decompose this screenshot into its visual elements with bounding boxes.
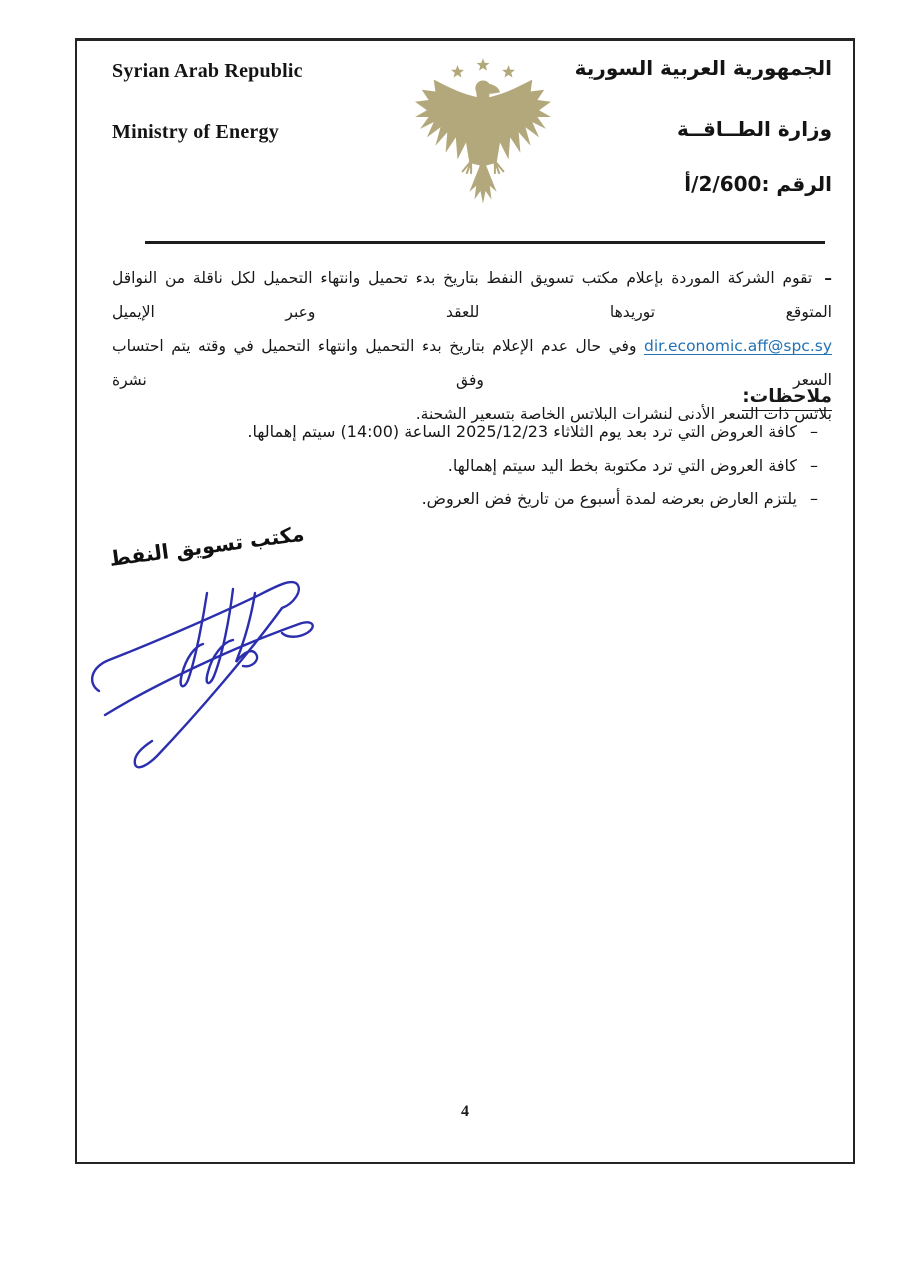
note-dash-icon: –	[810, 422, 818, 441]
notes-heading: ملاحظات:	[742, 386, 832, 411]
note-dash-icon: –	[810, 455, 818, 475]
header-country-en: Syrian Arab Republic	[112, 60, 303, 82]
note-item-2-text: كافة العروض التي ترد مكتوبة بخط اليد سيتم إهمالها.	[447, 455, 797, 475]
signature-block	[85, 521, 345, 783]
note-item-3-text: يلتزم العارض بعرضه لمدة أسبوع من تاريخ فض العروض.	[421, 489, 797, 508]
paragraph-line-1-text: تقوم الشركة الموردة بإعلام مكتب تسويق النفط بتاريخ بدء تحميل وانتهاء التحميل لكل ناقلة من النواقل المتوقع توريدها للعقد وعبر الإيميل	[112, 269, 832, 321]
signature-office-label: مكتب تسويق النفط	[107, 521, 306, 571]
note-dash-icon: –	[810, 489, 818, 508]
paragraph-line-3: بلاتس ذات السعر الأدنى لنشرات البلاتس الخاصة بتسعير الشحنة.	[415, 405, 832, 423]
header-country-ar: الجمهورية العربية السورية	[574, 56, 832, 80]
header-divider-line	[145, 241, 825, 244]
handwritten-signature-icon	[85, 563, 345, 783]
syrian-eagle-emblem-icon	[398, 56, 568, 212]
note-item-1	[102, 415, 832, 449]
email-link[interactable]: dir.economic.aff@spc.sy	[643, 337, 832, 355]
header-ministry-ar: وزارة الطــاقــة	[676, 117, 832, 141]
note-item-1-text: كافة العروض التي ترد بعد يوم الثلاثاء 2025/12/23 الساعة (14:00) سيتم إهمالها.	[247, 422, 797, 441]
paragraph-line-1	[112, 261, 832, 329]
notes-section	[102, 386, 832, 516]
reference-number: الرقم :600‏/2‏/أ	[684, 172, 832, 196]
page-number: 4	[461, 1103, 469, 1120]
bullet-dash: –	[824, 269, 832, 287]
note-item-3	[102, 482, 832, 516]
header-ministry-en: Ministry of Energy	[112, 121, 279, 143]
paragraph-line-2-text: وفي حال عدم الإعلام بتاريخ بدء التحميل وانتهاء التحميل في وقته يتم احتساب السعر وفق نشرة	[112, 337, 832, 389]
note-item-2	[102, 449, 832, 483]
